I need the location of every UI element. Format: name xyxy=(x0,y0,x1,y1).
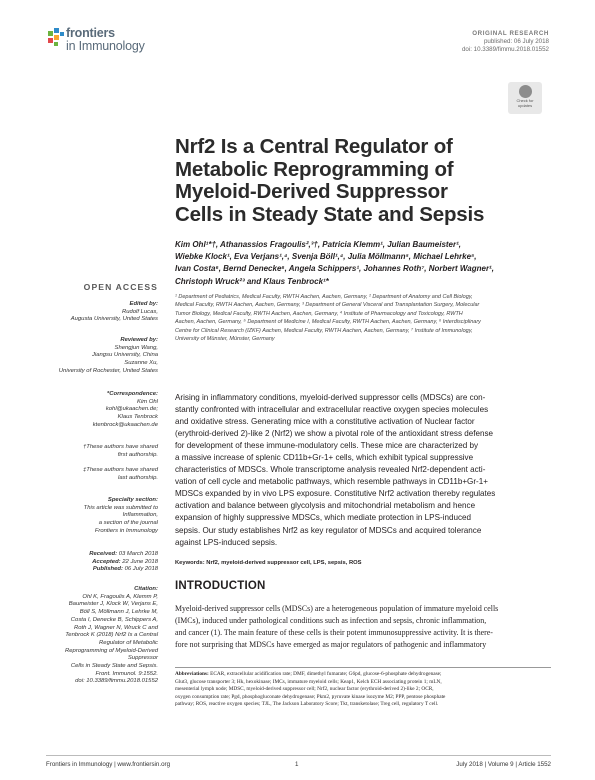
edited-by xyxy=(38,301,158,324)
abstract-line: (erythroid-derived 2)-like 2 (Nrf2) we show a pivotal role of the antioxidant stress defense xyxy=(175,429,494,439)
citation-line: Front. Immunol. 9:1552. xyxy=(95,670,158,677)
title-line: Cells in Steady State and Sepsis xyxy=(175,202,485,226)
abstract xyxy=(175,392,551,549)
abstract-line: a massive increase of splenic CD11b+Gr-1+ cells, which exhibit typical suppressive xyxy=(175,453,474,463)
title-line: Myeloid-Derived Suppressor xyxy=(175,180,448,203)
abstract-line: Arising in inflammatory conditions, myeloid-derived suppressor cells (MDSCs) are con- xyxy=(175,393,486,402)
abbrev-line: pathway; ROS, reactive oxygen species; TJL, The Jackson Laboratory Score; Tkt, transketolase; Treg cell, regulatory T cell. xyxy=(175,701,439,708)
specialty-line: a section of the journal xyxy=(98,520,158,527)
author-line: Ivan Costa⁶, Bernd Denecke⁶, Angela Schippers¹, Johannes Roth⁷, Norbert Wagner¹, xyxy=(175,264,494,274)
reviewer-affiliation: University of Rochester, United States xyxy=(58,367,158,374)
citation-line: Baumeister J, Klock W, Verjans E, xyxy=(68,601,158,608)
author-email-link[interactable]: kohl@ukaachen.de; xyxy=(105,406,158,413)
affiliation-line: Medical Faculty, RWTH Aachen, Aachen, Germany, ³ Department of General Visceral and Transplantation Surgery, Molecular xyxy=(175,302,480,309)
abstract-line: characteristics of MDSCs. Whole transcriptome analysis revealed Nrf2-dependent acti- xyxy=(175,465,486,475)
published-date: 06 July 2018 xyxy=(124,566,158,573)
citation-line: Roth J, Wagner N, Wruck C and xyxy=(73,624,158,631)
keywords-label: Keywords: xyxy=(175,560,205,566)
check-for-updates-button[interactable] xyxy=(508,82,542,114)
abbrev-line: ECAR, extracellular acidification rate; DMF, dimethyl fumarate; G6pd, glucose-6-phosphate dehydrogenase; xyxy=(210,671,442,677)
citation-line: Regulator of Metabolic xyxy=(99,639,158,646)
citation-line: Suppressor xyxy=(127,655,158,662)
reviewer-affiliation: Jiangsu University, China xyxy=(91,352,158,359)
abstract-line: against LPS-induced sepsis. xyxy=(175,537,278,547)
accepted-date: 22 June 2018 xyxy=(122,558,158,565)
abstract-line: expansion of highly suppressive MDSCs, which mediate protection in LPS-induced xyxy=(175,513,472,523)
abbreviations-label: Abbreviations: xyxy=(175,671,209,677)
affiliation-line: University of Münster, Münster, Germany xyxy=(175,336,275,343)
editor-affiliation: Augusta University, United States xyxy=(70,316,158,323)
affiliation-line: ¹ Department of Pediatrics, Medical Faculty, RWTH Aachen, Aachen, Germany, ² Department of Anatomy and Cell Biology, xyxy=(175,294,473,300)
footer-journal-link[interactable]: Frontiers in Immunology | www.frontiersin.org xyxy=(46,761,171,768)
abstract-line: and oxidative stress. Generating mice with a constitutive activation of Nuclear factor xyxy=(175,417,475,427)
journal-name: in Immunology xyxy=(66,39,145,53)
corresponding-author: Klaus Tenbrock xyxy=(117,414,158,421)
citation-line: Ohl K, Fragoulis A, Klemm P, xyxy=(82,593,158,600)
author-list xyxy=(175,239,551,288)
article-dates xyxy=(38,551,158,574)
editor-name: Rudolf Lucas, xyxy=(121,308,158,315)
received-label: Received: xyxy=(89,551,118,557)
abstract-line: activation and balance between glycolysis and mitochondrial metabolism and hence xyxy=(175,501,476,511)
abbrev-line: oxygen consumption rate; Pgd, phosphogluconate dehydrogenase; Pkm2, pyruvate kinase isozyme M2; PPP, pentose phosphate xyxy=(175,693,446,700)
accepted-label: Accepted: xyxy=(92,558,121,565)
specialty-label: Specialty section: xyxy=(107,497,158,503)
citation-line: Costa I, Denecke B, Schippers A, xyxy=(70,616,158,623)
reviewed-by xyxy=(38,337,158,376)
note-line: ‡These authors have shared xyxy=(83,467,158,473)
abbrev-line: mesenterial lymph node; MDSC, myeloid-derived suppressor cell; Nrf2, nuclear factor (erythroid-derived 2)-like 2; OCR, xyxy=(175,686,434,693)
reviewer-name: Shengjun Wang, xyxy=(114,344,158,351)
abstract-line: vation of cell cycle and metabolic pathways, which resemble pathways in CD11b+Gr-1+ xyxy=(175,477,488,487)
citation-line: Cells in Steady State and Sepsis. xyxy=(70,663,158,670)
specialty-line: Frontiers in Immunology xyxy=(94,527,158,534)
affiliation-line: Tumor Biology, Medical Faculty, RWTH Aachen, Aachen, Germany, ⁴ Institute of Pharmacology and Toxicology, RWTH xyxy=(175,310,463,317)
abstract-line: stantly confronted with intracellular and extracellular reactive oxygen species molecules xyxy=(175,405,489,415)
specialty-line: This article was submitted to xyxy=(83,504,158,511)
abstract-line: sepsis. Our study establishes Nrf2 as key regulator of MDSCs and acquired tolerance xyxy=(175,525,482,535)
article-doi[interactable]: doi: 10.3389/fimmu.2018.01552 xyxy=(461,46,549,53)
specialty-line: Inflammation, xyxy=(122,512,158,519)
citation xyxy=(38,586,158,686)
page-number: 1 xyxy=(295,761,299,768)
affiliations xyxy=(175,293,551,343)
check-updates-icon xyxy=(519,85,532,98)
note-line: †These authors have shared xyxy=(83,444,158,450)
shared-first-note xyxy=(38,444,158,459)
frontiers-logo-icon xyxy=(46,27,68,49)
author-email-link[interactable]: ktenbrock@ukaachen.de xyxy=(92,421,158,428)
citation-line: Tenbrock K (2018) Nrf2 Is a Central xyxy=(65,632,158,639)
intro-line: (IMCs), induced under pathological conditions such as infection and sepsis, chronic inflammation, xyxy=(175,616,487,626)
citation-label: Citation: xyxy=(134,586,158,592)
reviewed-by-label: Reviewed by: xyxy=(120,337,158,343)
note-line: last authorship. xyxy=(118,474,158,481)
note-line: first authorship. xyxy=(117,451,158,458)
keywords-text: Nrf2, myeloid-derived suppressor cell, LPS, sepsis, ROS xyxy=(206,560,362,566)
edited-by-label: Edited by: xyxy=(129,301,158,307)
published-label: Published: xyxy=(92,566,123,573)
received-date: 03 March 2018 xyxy=(118,551,158,557)
intro-line: and cancer (1). The main feature of these cells is their potent immunosuppressive activity. It is there- xyxy=(175,628,493,638)
keywords xyxy=(175,560,551,566)
open-access-label: OPEN ACCESS xyxy=(83,282,158,292)
footer-divider xyxy=(46,755,551,756)
correspondence xyxy=(38,391,158,430)
title-line: Metabolic Reprogramming of xyxy=(175,157,454,181)
journal-brand: frontiers xyxy=(66,26,115,40)
abstract-line: MDSCs expanded by in vivo LPS exposure. Constitutive Nrf2 activation thereby regulates xyxy=(175,489,496,499)
introduction-text xyxy=(175,603,551,651)
shared-last-note xyxy=(38,467,158,482)
affiliation-line: Centre for Clinical Research (IZKF) Aachen, Medical Faculty, RWTH Aachen, Aachen, Germany, ⁷ Institute of Immunology, xyxy=(175,327,473,334)
footer-issue-info: July 2018 | Volume 9 | Article 1552 xyxy=(456,761,551,768)
citation-doi-link[interactable]: doi: 10.3389/fimmu.2018.01552 xyxy=(75,678,158,685)
correspondence-label: *Correspondence: xyxy=(106,391,158,397)
specialty-section xyxy=(38,497,158,536)
abbrev-line: Glut3, glucose transporter 3; Hk, hexokinase; IMCs, immature myeloid cells; Keap1, Kelch ECH associating protein 1; mLN, xyxy=(175,678,442,685)
article-type: ORIGINAL RESEARCH xyxy=(472,30,549,37)
abbreviations xyxy=(175,667,551,709)
article-title xyxy=(175,136,535,226)
reviewer-name: Suzanne Xu, xyxy=(124,360,158,367)
author-line: Christoph Wruck²³ and Klaus Tenbrock¹* xyxy=(175,276,329,286)
abstract-line: for development of these immune-modulatory cells. These mice are characterized by xyxy=(175,441,479,451)
article-meta xyxy=(462,30,549,54)
check-updates-label: updates xyxy=(517,102,533,108)
published-date: published: 06 July 2018 xyxy=(483,38,549,45)
author-line: Wiebke Klock¹, Eva Verjans¹,⁴, Svenja Böll¹,⁴, Julia Möllmann⁵, Michael Lehrke⁵, xyxy=(175,252,477,262)
author-line: Kim Ohl¹*†, Athanassios Fragoulis²,³†, Patricia Klemm¹, Julian Baumeister¹, xyxy=(175,240,461,249)
affiliation-line: Aachen, Aachen, Germany, ⁵ Department of Medicine I, Medical Faculty, RWTH Aachen, Aachen, Germany, ⁶ Interdisciplinary xyxy=(175,319,481,326)
citation-line: Reprogramming of Myeloid-Derived xyxy=(65,647,158,654)
citation-line: Böll S, Möllmann J, Lehrke M, xyxy=(79,609,158,616)
section-heading: INTRODUCTION xyxy=(175,580,266,592)
title-line: Nrf2 Is a Central Regulator of xyxy=(175,135,453,158)
intro-line: Myeloid-derived suppressor cells (MDSCs) are a heterogeneous population of immature myeloid cells xyxy=(175,604,499,613)
intro-line: fore not surprising that MDSCs have emerged as major regulators of pathogenic and inflammatory xyxy=(175,640,487,650)
corresponding-author: Kim Ohl xyxy=(137,398,158,405)
check-updates-label: Check for xyxy=(516,98,534,103)
